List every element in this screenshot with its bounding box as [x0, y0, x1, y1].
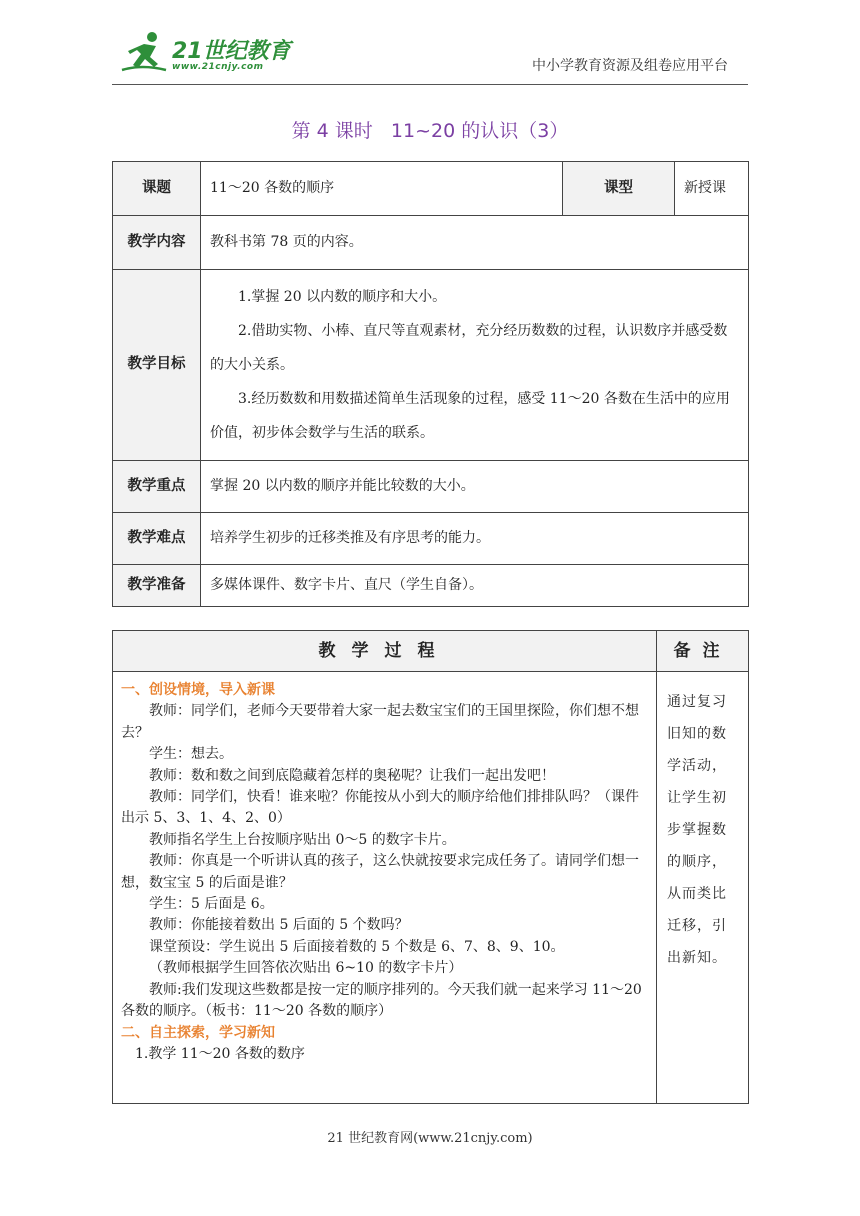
process-line: 教师：数和数之间到底隐藏着怎样的奥秘呢？让我们一起出发吧！ — [149, 767, 555, 784]
lesson-title: 第 4 课时 11~20 的认识（3） — [291, 120, 569, 142]
note-content: 通过复习旧知的数学活动，让学生初步掌握数的顺序，从而类比迁移，引出新知。 — [657, 672, 749, 1104]
content-value: 教科书第 78 页的内容。 — [201, 216, 749, 270]
section-heading: 一、创设情境，导入新课 — [121, 682, 275, 698]
process-line: 教师：你能接着数出 5 后面的 5 个数吗？ — [149, 917, 409, 934]
lesson-info-table — [112, 161, 749, 607]
process-line: 1.教学 11～20 各数的数序 — [135, 1045, 305, 1062]
process-line: 教师：同学们，快看！谁来啦？你能按从小到大的顺序给他们排排队吗？（课件出示 5、3、1、4、2、0） — [121, 789, 639, 827]
page-footer: 21 世纪教育网(www.21cnjy.com) — [327, 1131, 533, 1146]
process-content — [113, 672, 657, 1104]
process-line: 教师：你真是一个听讲认真的孩子，这么快就按要求完成任务了。请同学们想一想，数宝宝 5 的后面是谁？ — [121, 853, 639, 891]
key-point-value: 掌握 20 以内数的顺序并能比较数的大小。 — [201, 461, 749, 513]
process-line: 课堂预设：学生说出 5 后面接着数的 5 个数是 6、7、8、9、10。 — [149, 938, 565, 955]
content-label: 教学内容 — [113, 216, 201, 270]
process-header: 教学过程 — [113, 631, 657, 672]
process-line: 教师：同学们，老师今天要带着大家一起去数宝宝们的王国里探险，你们想不想去？ — [121, 703, 639, 741]
platform-name: 中小学教育资源及组卷应用平台 — [532, 58, 728, 74]
process-line: （教师根据学生回答依次贴出 6~10 的数字卡片） — [149, 960, 463, 977]
goal-item: 2.借助实物、小棒、直尺等直观素材，充分经历数数的过程，认识数序并感受数的大小关系。 — [210, 323, 728, 373]
process-line: 学生：5 后面是 6。 — [149, 896, 274, 913]
goal-item: 1.掌握 20 以内数的顺序和大小。 — [238, 289, 447, 305]
teaching-process-table — [112, 630, 749, 1104]
type-label: 课型 — [563, 162, 675, 216]
preparation-value: 多媒体课件、数字卡片、直尺（学生自备）。 — [201, 565, 749, 607]
topic-label: 课题 — [113, 162, 201, 216]
page-header — [0, 0, 860, 92]
logo-text: 21世纪教育 — [172, 39, 291, 64]
topic-value: 11～20 各数的顺序 — [201, 162, 563, 216]
running-man-icon — [120, 30, 170, 74]
process-line: 教师指名学生上台按顺序贴出 0～5 的数字卡片。 — [149, 831, 456, 848]
goal-item: 3.经历数数和用数描述简单生活现象的过程，感受 11～20 各数在生活中的应用价值，初步体会数学与生活的联系。 — [210, 391, 730, 441]
logo-url: www.21cnjy.com — [172, 62, 264, 72]
preparation-label: 教学准备 — [113, 565, 201, 607]
header-divider — [112, 84, 748, 85]
goals-label: 教学目标 — [113, 270, 201, 461]
difficulty-label: 教学难点 — [113, 513, 201, 565]
difficulty-value: 培养学生初步的迁移类推及有序思考的能力。 — [201, 513, 749, 565]
process-line: 教师:我们发现这些数都是按一定的顺序排列的。今天我们就一起来学习 11～20 各数的顺序。（板书：11～20 各数的顺序） — [121, 981, 642, 1020]
key-point-label: 教学重点 — [113, 461, 201, 513]
site-logo[interactable] — [120, 30, 290, 78]
goals-cell — [201, 270, 749, 461]
type-value: 新授课 — [675, 162, 749, 216]
process-line: 学生：想去。 — [149, 746, 233, 763]
note-header: 备注 — [657, 631, 749, 672]
section-heading: 二、自主探索，学习新知 — [121, 1024, 275, 1041]
